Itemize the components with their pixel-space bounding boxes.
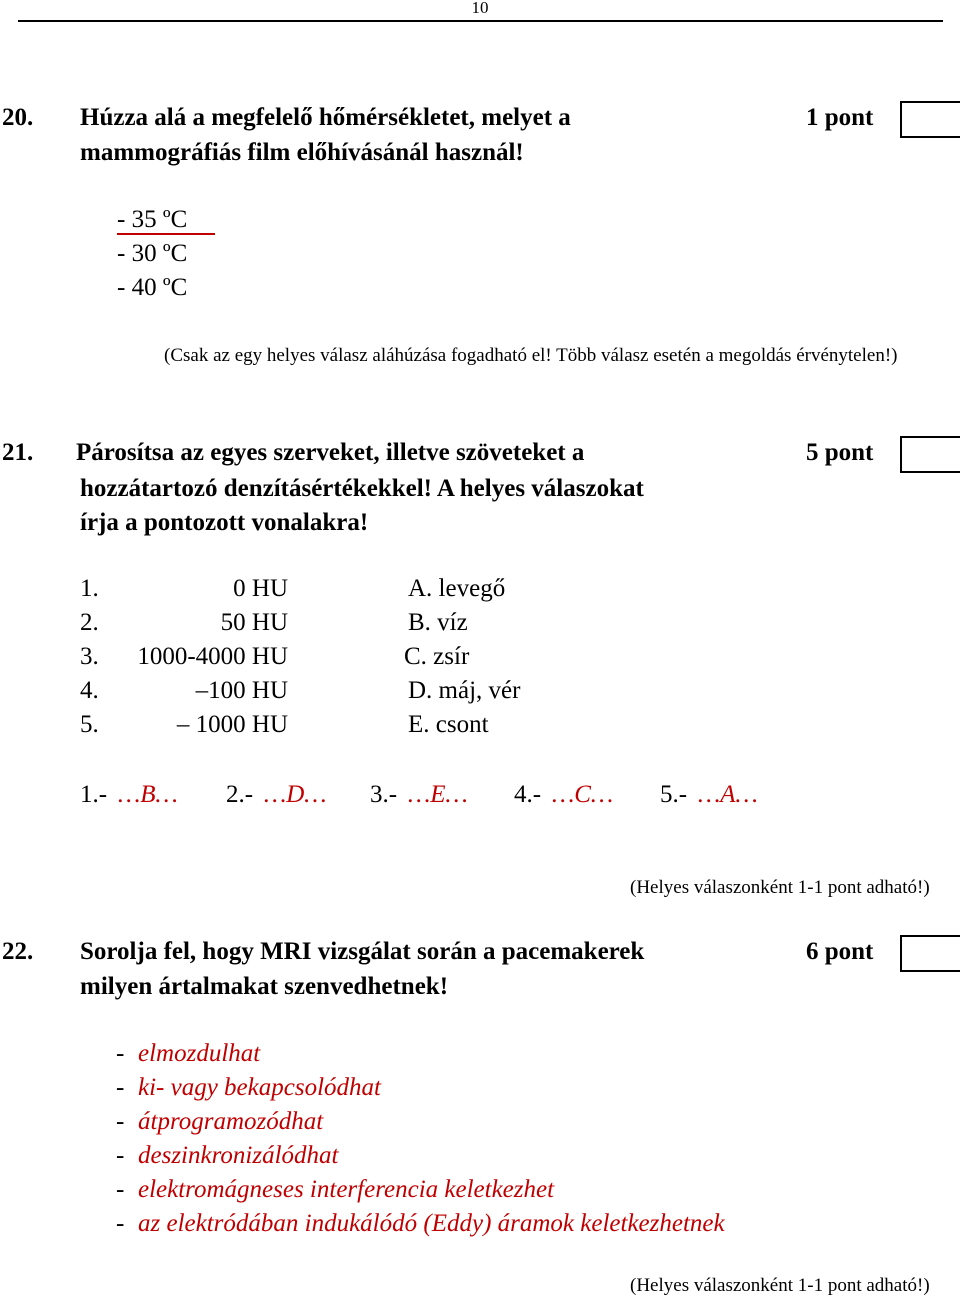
q21-answer-value[interactable]: …C… — [552, 781, 614, 808]
q20-option-2: - 30 ºC — [117, 240, 188, 267]
q21-left-num: 4. — [80, 677, 99, 704]
q21-answer-label: 4.- — [514, 781, 542, 808]
q20-option-1-text: - 35 ºC — [117, 206, 215, 235]
page-number: 10 — [471, 0, 489, 17]
q22-score-box[interactable] — [900, 935, 960, 972]
q21-text-line1: Párosítsa az egyes szerveket, illetve szöveteket a — [76, 439, 585, 466]
q21-answer-value[interactable]: …A… — [698, 781, 758, 808]
q22-answer-dash: - — [116, 1142, 125, 1169]
q21-left-value: –100 HU — [195, 677, 288, 704]
q21-left-num: 5. — [80, 711, 99, 738]
q21-number: 21. — [2, 439, 34, 466]
q21-right-item: C. zsír — [404, 643, 470, 670]
q22-text-line2: milyen ártalmakat szenvedhetnek! — [80, 973, 449, 1000]
q21-answer-label: 5.- — [660, 781, 688, 808]
q21-right-item: D. máj, vér — [408, 677, 521, 704]
q20-option-3: - 40 ºC — [117, 274, 188, 301]
q22-answer-dash: - — [116, 1108, 125, 1135]
q21-answer-value[interactable]: …D… — [264, 781, 327, 808]
q21-answer-value[interactable]: …E… — [408, 781, 468, 808]
q21-left-value: – 1000 HU — [176, 711, 288, 738]
q22-points: 6 pont — [806, 938, 874, 965]
q20-note: (Csak az egy helyes válasz aláhúzása fogadható el! Több válasz esetén a megoldás érvénytelen!) — [164, 345, 898, 366]
q21-left-num: 3. — [80, 643, 99, 670]
q22-answer[interactable]: deszinkronizálódhat — [138, 1142, 339, 1169]
q21-answer-label: 1.- — [80, 781, 108, 808]
q21-answer-value[interactable]: …B… — [118, 781, 178, 808]
q22-answer[interactable]: az elektródában indukálódó (Eddy) áramok keletkezhetnek — [138, 1210, 725, 1237]
q22-answer[interactable]: ki- vagy bekapcsolódhat — [138, 1074, 381, 1101]
q22-answer[interactable]: elmozdulhat — [138, 1040, 261, 1067]
q20-score-box[interactable] — [900, 101, 960, 138]
q22-note: (Helyes válaszonként 1-1 pont adható!) — [630, 1275, 930, 1296]
q22-text-line1: Sorolja fel, hogy MRI vizsgálat során a pacemakerek — [80, 938, 645, 965]
q22-answer-dash: - — [116, 1040, 125, 1067]
q21-left-value: 1000-4000 HU — [137, 643, 288, 670]
q21-points: 5 pont — [806, 439, 874, 466]
q22-answer-dash: - — [116, 1074, 125, 1101]
q21-left-num: 2. — [80, 609, 99, 636]
q21-right-item: E. csont — [408, 711, 489, 738]
q21-score-box[interactable] — [900, 436, 960, 473]
q21-right-item: B. víz — [408, 609, 468, 636]
header-rule — [18, 20, 943, 22]
q21-left-value: 50 HU — [220, 609, 288, 636]
q22-answer[interactable]: átprogramozódhat — [138, 1108, 324, 1135]
q21-left-num: 1. — [80, 575, 99, 602]
q20-points: 1 pont — [806, 104, 874, 131]
q21-note: (Helyes válaszonként 1-1 pont adható!) — [630, 877, 930, 898]
q21-text-line2: hozzátartozó denzításértékekkel! A helyes válaszokat — [80, 475, 644, 502]
q21-answer-label: 3.- — [370, 781, 398, 808]
q21-right-item: A. levegő — [408, 575, 506, 602]
q20-text-line1: Húzza alá a megfelelő hőmérsékletet, melyet a — [80, 104, 571, 131]
q22-answer-dash: - — [116, 1176, 125, 1203]
q20-number: 20. — [2, 104, 34, 131]
q21-text-line3: írja a pontozott vonalakra! — [80, 509, 369, 536]
q22-answer-dash: - — [116, 1210, 125, 1237]
q21-answer-label: 2.- — [226, 781, 254, 808]
q20-option-1 — [117, 206, 215, 234]
q22-number: 22. — [2, 938, 34, 965]
q21-left-value: 0 HU — [233, 575, 288, 602]
q20-text-line2: mammográfiás film előhívásánál használ! — [80, 139, 524, 166]
q22-answer[interactable]: elektromágneses interferencia keletkezhet — [138, 1176, 555, 1203]
